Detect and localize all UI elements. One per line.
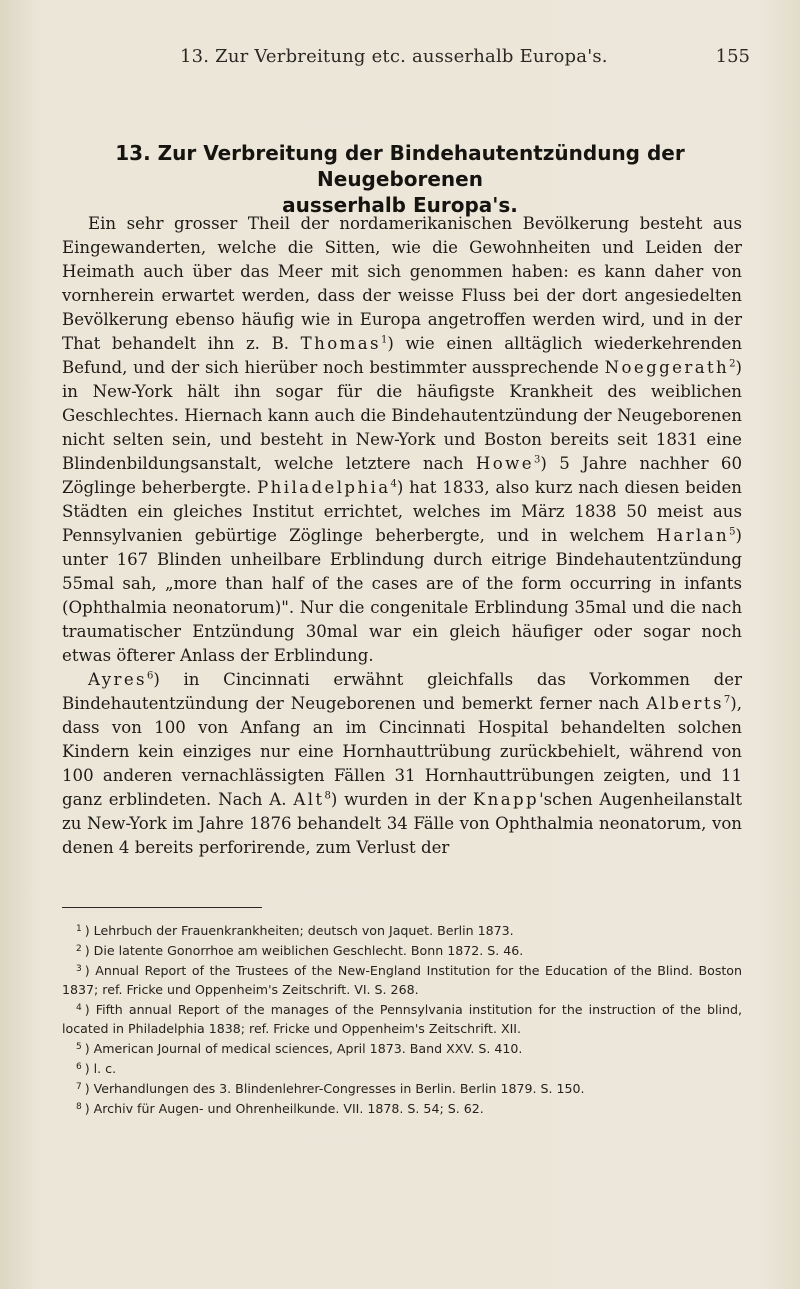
footnote-ref: 1 xyxy=(380,334,388,346)
author-name: Thomas xyxy=(300,334,381,353)
footnote-text: ) Verhandlungen des 3. Blindenlehrer-Congresses in Berlin. Berlin 1879. S. 150. xyxy=(84,1081,585,1096)
text-run: ) 5 Jahre nachher 60 Zöglinge beherbergte. xyxy=(62,454,742,497)
author-name: Howe xyxy=(475,454,534,473)
text-run: ) in Cincinnati erwähnt gleichfalls das Vorkommen der Bindehautentzündung der Neugeborenen und bemerkt ferner nach xyxy=(62,670,742,713)
footnote-text: ) Die latente Gonorrhoe am weiblichen Geschlecht. Bonn 1872. S. 46. xyxy=(84,943,524,958)
paragraph-2 xyxy=(62,668,742,860)
author-name: Alt xyxy=(293,790,325,809)
author-name: Knapp xyxy=(472,790,540,809)
text-run: 'schen Augenheilanstalt zu New-York im Jahre 1876 behandelt 34 Fälle von Ophthalmia neonatorum, von denen 4 bereits perforirende, zum Verlust der xyxy=(62,790,742,857)
footnote-number: 1 xyxy=(76,924,82,934)
footnote-number: 8 xyxy=(76,1102,82,1112)
chapter-title-line-2: ausserhalb Europa's. xyxy=(282,193,518,217)
footnote-ref: 3 xyxy=(533,454,541,466)
footnote-number: 4 xyxy=(76,1003,82,1013)
text-run: ), dass von 100 von Anfang an im Cincinnati Hospital behandelten solchen Kindern kein einziges nur eine Hornhauttrübung zurückbehielt, während von 100 anderen vernachlässigten Fällen 31 Hornhauttrübungen zeigten, und 11 ganz erblindeten. Nach A. xyxy=(62,694,742,809)
footnote-ref: 8 xyxy=(324,790,331,802)
chapter-title-line-1: 13. Zur Verbreitung der Bindehautentzündung der Neugeborenen xyxy=(115,141,685,191)
footnote-number: 2 xyxy=(76,944,82,954)
footnote-ref: 5 xyxy=(729,526,736,538)
footnote xyxy=(62,1058,742,1078)
body-text xyxy=(62,212,742,860)
footnote-ref: 6 xyxy=(146,670,154,682)
footnote-text: ) Fifth annual Report of the manages of the Pennsylvania institution for the instruction of the blind, located in Philadelphia 1838; ref. Fricke und Oppenheim's Zeitschrift. XII. xyxy=(62,1002,742,1036)
footnote-ref: 4 xyxy=(390,478,397,490)
footnote-number: 5 xyxy=(76,1042,82,1052)
place-name: Philadelphia xyxy=(257,478,391,497)
text-run: ) hat 1833, also kurz nach diesen beiden Städten ein gleiches Institut errichtet, welches im März 1838 50 meist aus Pennsylvanien gebürtige Zöglinge beherbergte, und in welchem xyxy=(62,478,742,545)
footnote-text: ) American Journal of medical sciences, April 1873. Band XXV. S. 410. xyxy=(84,1041,523,1056)
running-title: 13. Zur Verbreitung etc. ausserhalb Europa's. xyxy=(180,46,608,67)
footnote-text: ) Lehrbuch der Frauenkrankheiten; deutsch von Jaquet. Berlin 1873. xyxy=(84,923,514,938)
footnote-number: 7 xyxy=(76,1082,82,1092)
author-name: Harlan xyxy=(656,526,730,545)
page-number: 155 xyxy=(715,46,750,67)
text-run: ) in New-York hält ihn sogar für die häufigste Krankheit des weiblichen Geschlechtes. Hiernach kann auch die Bindehautentzündung der Neugeborenen nicht selten sein, und besteht in New-York und Boston bereits seit 1831 eine Blindenbildungsanstalt, welche letztere nach xyxy=(62,358,742,473)
footnote-number: 6 xyxy=(76,1062,82,1072)
footnote xyxy=(62,1098,742,1118)
footnote xyxy=(62,999,742,1038)
footnote-ref: 2 xyxy=(729,358,736,370)
author-name: Noeggerath xyxy=(604,358,730,377)
footnote xyxy=(62,1038,742,1058)
paragraph-1 xyxy=(62,212,742,668)
footnote xyxy=(62,940,742,960)
footnote-ref: 7 xyxy=(723,694,731,706)
text-run: Ein sehr grosser Theil der nordamerikanischen Bevölkerung besteht aus Eingewanderten, welche die Sitten, wie die Gewohnheiten und Leiden der Heimath auch über das Meer mit sich genommen haben: es kann daher von vornherein erwartet werden, dass der weisse Fluss bei der dort angesiedelten Bevölkerung ebenso häufig wie in Europa angetroffen werden wird, und in der That behandelt ihn z. B. xyxy=(62,214,742,353)
footnote xyxy=(62,1078,742,1098)
running-head xyxy=(70,46,750,74)
text-run: ) wie einen alltäglich wiederkehrenden Befund, und der sich hierüber noch bestimmter aussprechende xyxy=(62,334,743,377)
text-run: ) wurden in der xyxy=(330,790,473,809)
footnote-divider xyxy=(62,907,262,908)
chapter-title xyxy=(60,140,740,218)
text-run: ) unter 167 Blinden unheilbare Erblindung durch eitrige Bindehautentzündung 55mal sah, „more than half of the cases are of the form occurring in infants (Ophthalmia neonatorum)". Nur die congenitale Erblindung 35mal und die nach traumatischer Entzündung 30mal war ein gleich häufiger oder sogar noch etwas öfterer Anlass der Erblindung. xyxy=(62,526,742,665)
footnote-text: ) l. c. xyxy=(84,1061,117,1076)
footnotes xyxy=(62,920,742,1118)
footnote xyxy=(62,960,742,999)
footnote xyxy=(62,920,742,940)
footnote-number: 3 xyxy=(76,964,82,974)
author-name: Alberts xyxy=(646,694,724,713)
footnote-text: ) Annual Report of the Trustees of the New-England Institution for the Education of the Blind. Boston 1837; ref. Fricke und Oppenheim's Zeitschrift. VI. S. 268. xyxy=(62,963,742,997)
footnote-text: ) Archiv für Augen- und Ohrenheilkunde. VII. 1878. S. 54; S. 62. xyxy=(84,1101,484,1116)
author-name: Ayres xyxy=(88,670,147,689)
